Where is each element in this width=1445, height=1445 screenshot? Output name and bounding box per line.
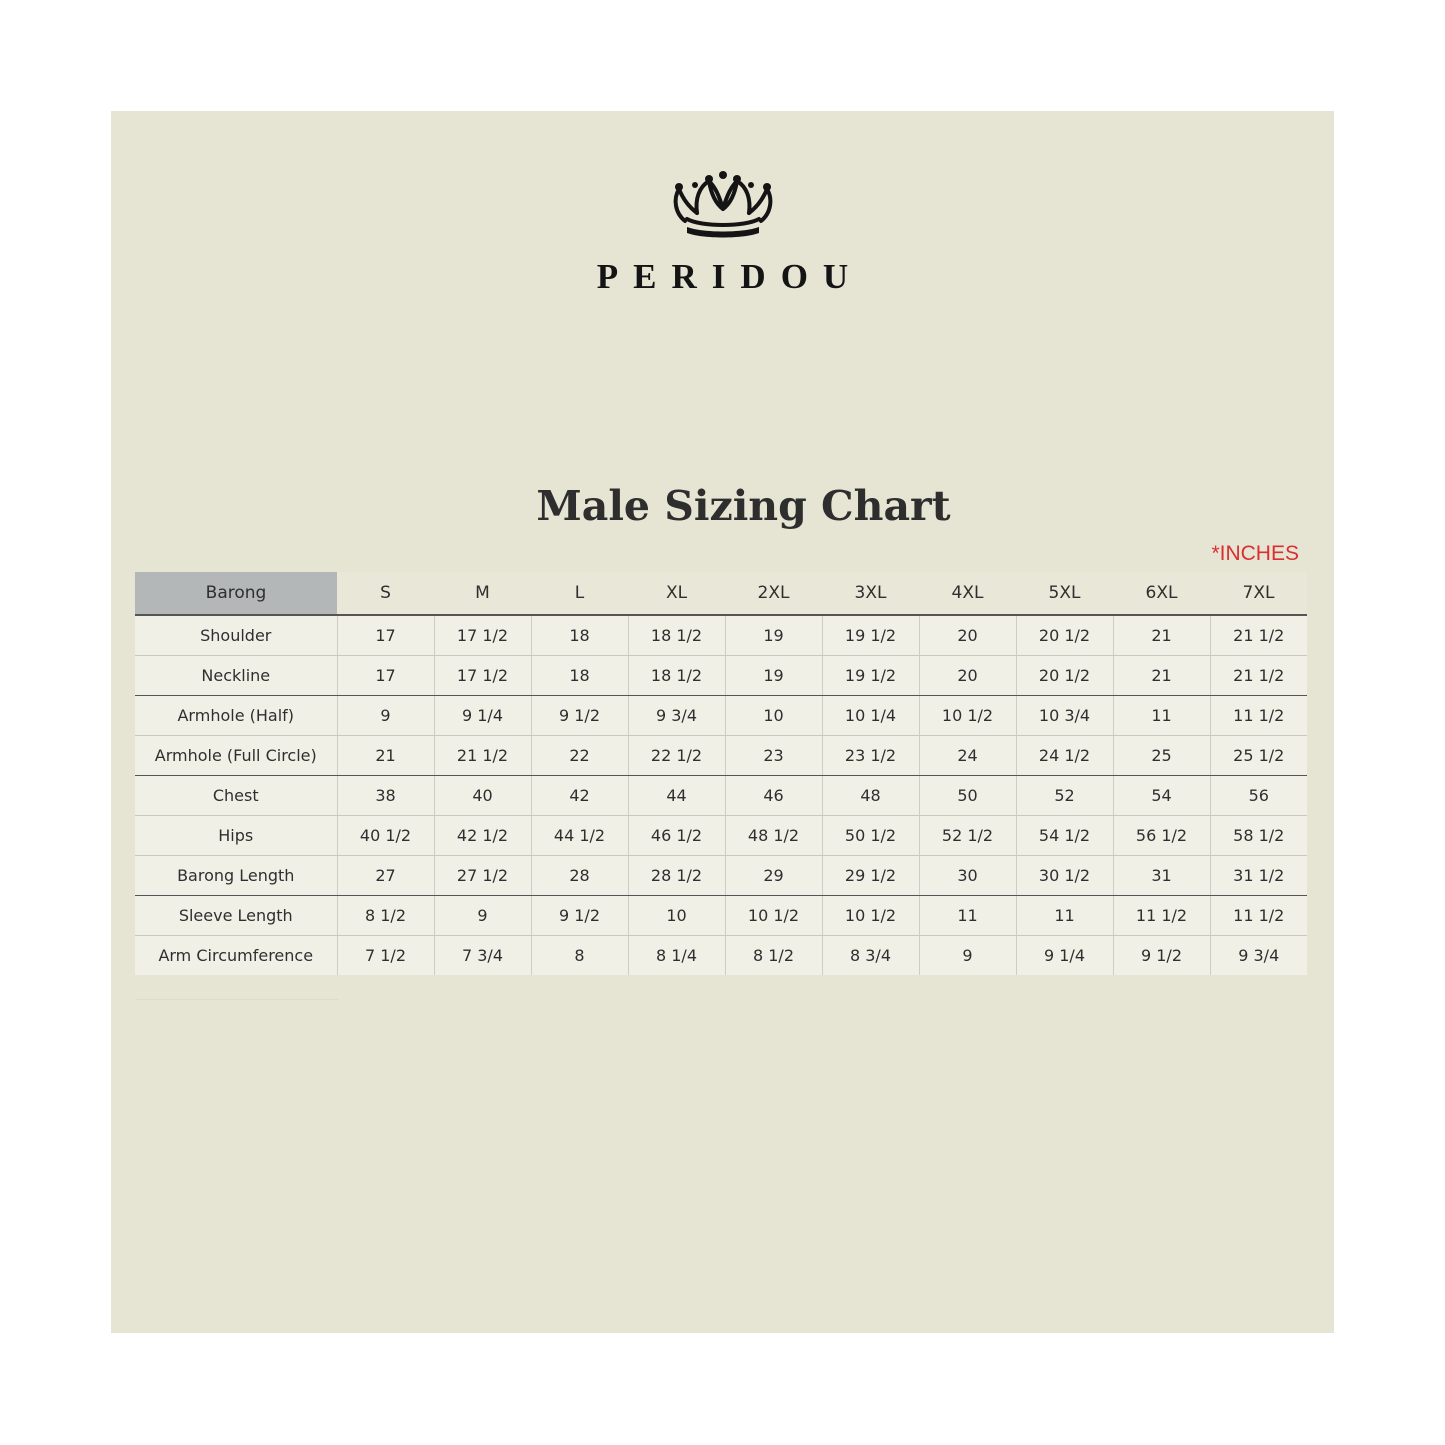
table-cell: 10 1/2 [725, 896, 822, 936]
table-cell: 8 [531, 936, 628, 976]
table-cell: 17 [337, 615, 434, 656]
table-cell: 17 1/2 [434, 656, 531, 696]
table-cell: 9 1/2 [531, 696, 628, 736]
table-cell: 11 1/2 [1210, 696, 1307, 736]
table-cell: 27 1/2 [434, 856, 531, 896]
table-cell: 18 [531, 615, 628, 656]
table-row [135, 656, 1307, 696]
table-cell: 50 [919, 776, 1016, 816]
table-cell: 9 3/4 [1210, 936, 1307, 976]
table-cell: 56 [1210, 776, 1307, 816]
table-cell: 20 1/2 [1016, 615, 1113, 656]
table-cell: 22 [531, 736, 628, 776]
table-cell: 7 3/4 [434, 936, 531, 976]
table-cell: 9 1/2 [1113, 936, 1210, 976]
table-cell: 25 1/2 [1210, 736, 1307, 776]
table-cell: 9 [337, 696, 434, 736]
table-cell: 11 [919, 896, 1016, 936]
table-cell: 10 1/4 [822, 696, 919, 736]
table-cell: 48 [822, 776, 919, 816]
table-cell: 22 1/2 [628, 736, 725, 776]
table-cell: 10 1/2 [822, 896, 919, 936]
row-label: Hips [135, 816, 337, 856]
table-cell: 10 [628, 896, 725, 936]
table-cell: 19 1/2 [822, 656, 919, 696]
table-cell: 23 1/2 [822, 736, 919, 776]
row-label: Barong Length [135, 856, 337, 896]
table-body [135, 615, 1307, 975]
table-cell: 19 [725, 656, 822, 696]
table-cell: 8 1/2 [725, 936, 822, 976]
table-cell: 52 1/2 [919, 816, 1016, 856]
table-cell: 44 [628, 776, 725, 816]
table-cell: 10 1/2 [919, 696, 1016, 736]
size-header: 2XL [725, 572, 822, 615]
sizing-panel [111, 111, 1334, 1333]
table-cell: 27 [337, 856, 434, 896]
table-cell: 11 1/2 [1210, 896, 1307, 936]
chart-title: Male Sizing Chart [536, 482, 951, 530]
table-cell: 24 1/2 [1016, 736, 1113, 776]
size-header: XL [628, 572, 725, 615]
size-header: 7XL [1210, 572, 1307, 615]
table-cell: 21 1/2 [1210, 656, 1307, 696]
table-cell: 19 [725, 615, 822, 656]
table-cell: 9 [434, 896, 531, 936]
size-header: 3XL [822, 572, 919, 615]
table-cell: 9 1/4 [1016, 936, 1113, 976]
table-cell: 7 1/2 [337, 936, 434, 976]
table-cell: 31 [1113, 856, 1210, 896]
table-cell: 38 [337, 776, 434, 816]
table-cell: 20 1/2 [1016, 656, 1113, 696]
table-cell: 54 [1113, 776, 1210, 816]
table-cell: 50 1/2 [822, 816, 919, 856]
sizing-table [135, 572, 1307, 975]
table-cell: 20 [919, 615, 1016, 656]
table-cell: 11 [1016, 896, 1113, 936]
row-label: Sleeve Length [135, 896, 337, 936]
crown-icon [671, 169, 775, 243]
table-cell: 18 1/2 [628, 656, 725, 696]
table-cell: 29 [725, 856, 822, 896]
table-cell: 56 1/2 [1113, 816, 1210, 856]
table-cell: 17 1/2 [434, 615, 531, 656]
table-cell: 17 [337, 656, 434, 696]
table-row [135, 896, 1307, 936]
table-cell: 30 [919, 856, 1016, 896]
table-cell: 9 [919, 936, 1016, 976]
table-cell: 48 1/2 [725, 816, 822, 856]
table-cell: 20 [919, 656, 1016, 696]
table-cell: 54 1/2 [1016, 816, 1113, 856]
table-row [135, 776, 1307, 816]
table-cell: 29 1/2 [822, 856, 919, 896]
row-label: Shoulder [135, 615, 337, 656]
corner-header: Barong [135, 572, 337, 615]
table-cell: 8 3/4 [822, 936, 919, 976]
size-header: L [531, 572, 628, 615]
table-cell: 10 [725, 696, 822, 736]
row-label: Arm Circumference [135, 936, 337, 976]
unit-label: *INCHES [1211, 542, 1299, 565]
table-cell: 42 1/2 [434, 816, 531, 856]
table-cell: 8 1/4 [628, 936, 725, 976]
table-cell: 28 [531, 856, 628, 896]
table-cell: 40 [434, 776, 531, 816]
table-cell: 58 1/2 [1210, 816, 1307, 856]
row-label: Armhole (Full Circle) [135, 736, 337, 776]
table-cell: 44 1/2 [531, 816, 628, 856]
table-row [135, 816, 1307, 856]
table-cell: 11 [1113, 696, 1210, 736]
table-row [135, 856, 1307, 896]
table-cell: 52 [1016, 776, 1113, 816]
table-cell: 31 1/2 [1210, 856, 1307, 896]
size-header: 4XL [919, 572, 1016, 615]
table-cell: 46 [725, 776, 822, 816]
size-header: 6XL [1113, 572, 1210, 615]
table-cell: 21 1/2 [1210, 615, 1307, 656]
table-cell: 25 [1113, 736, 1210, 776]
row-label: Neckline [135, 656, 337, 696]
table-cell: 9 1/2 [531, 896, 628, 936]
table-cell: 9 3/4 [628, 696, 725, 736]
brand-name: PERIDOU [596, 257, 864, 296]
table-cell: 10 3/4 [1016, 696, 1113, 736]
table-row [135, 696, 1307, 736]
table-row [135, 615, 1307, 656]
table-cell: 19 1/2 [822, 615, 919, 656]
table-cell: 9 1/4 [434, 696, 531, 736]
table-cell: 40 1/2 [337, 816, 434, 856]
table-cell: 28 1/2 [628, 856, 725, 896]
size-header: M [434, 572, 531, 615]
size-header: S [337, 572, 434, 615]
table-cell: 18 1/2 [628, 615, 725, 656]
table-cell: 46 1/2 [628, 816, 725, 856]
table-cell: 21 [1113, 615, 1210, 656]
table-cell: 21 [337, 736, 434, 776]
table-cell: 8 1/2 [337, 896, 434, 936]
table-cell: 11 1/2 [1113, 896, 1210, 936]
row-label: Armhole (Half) [135, 696, 337, 736]
size-header: 5XL [1016, 572, 1113, 615]
divider [135, 999, 338, 1000]
table-cell: 23 [725, 736, 822, 776]
table-row [135, 736, 1307, 776]
row-label: Chest [135, 776, 337, 816]
table-row [135, 936, 1307, 976]
table-cell: 21 1/2 [434, 736, 531, 776]
table-cell: 42 [531, 776, 628, 816]
table-cell: 18 [531, 656, 628, 696]
table-cell: 24 [919, 736, 1016, 776]
table-cell: 30 1/2 [1016, 856, 1113, 896]
header-row [135, 572, 1307, 615]
table-cell: 21 [1113, 656, 1210, 696]
